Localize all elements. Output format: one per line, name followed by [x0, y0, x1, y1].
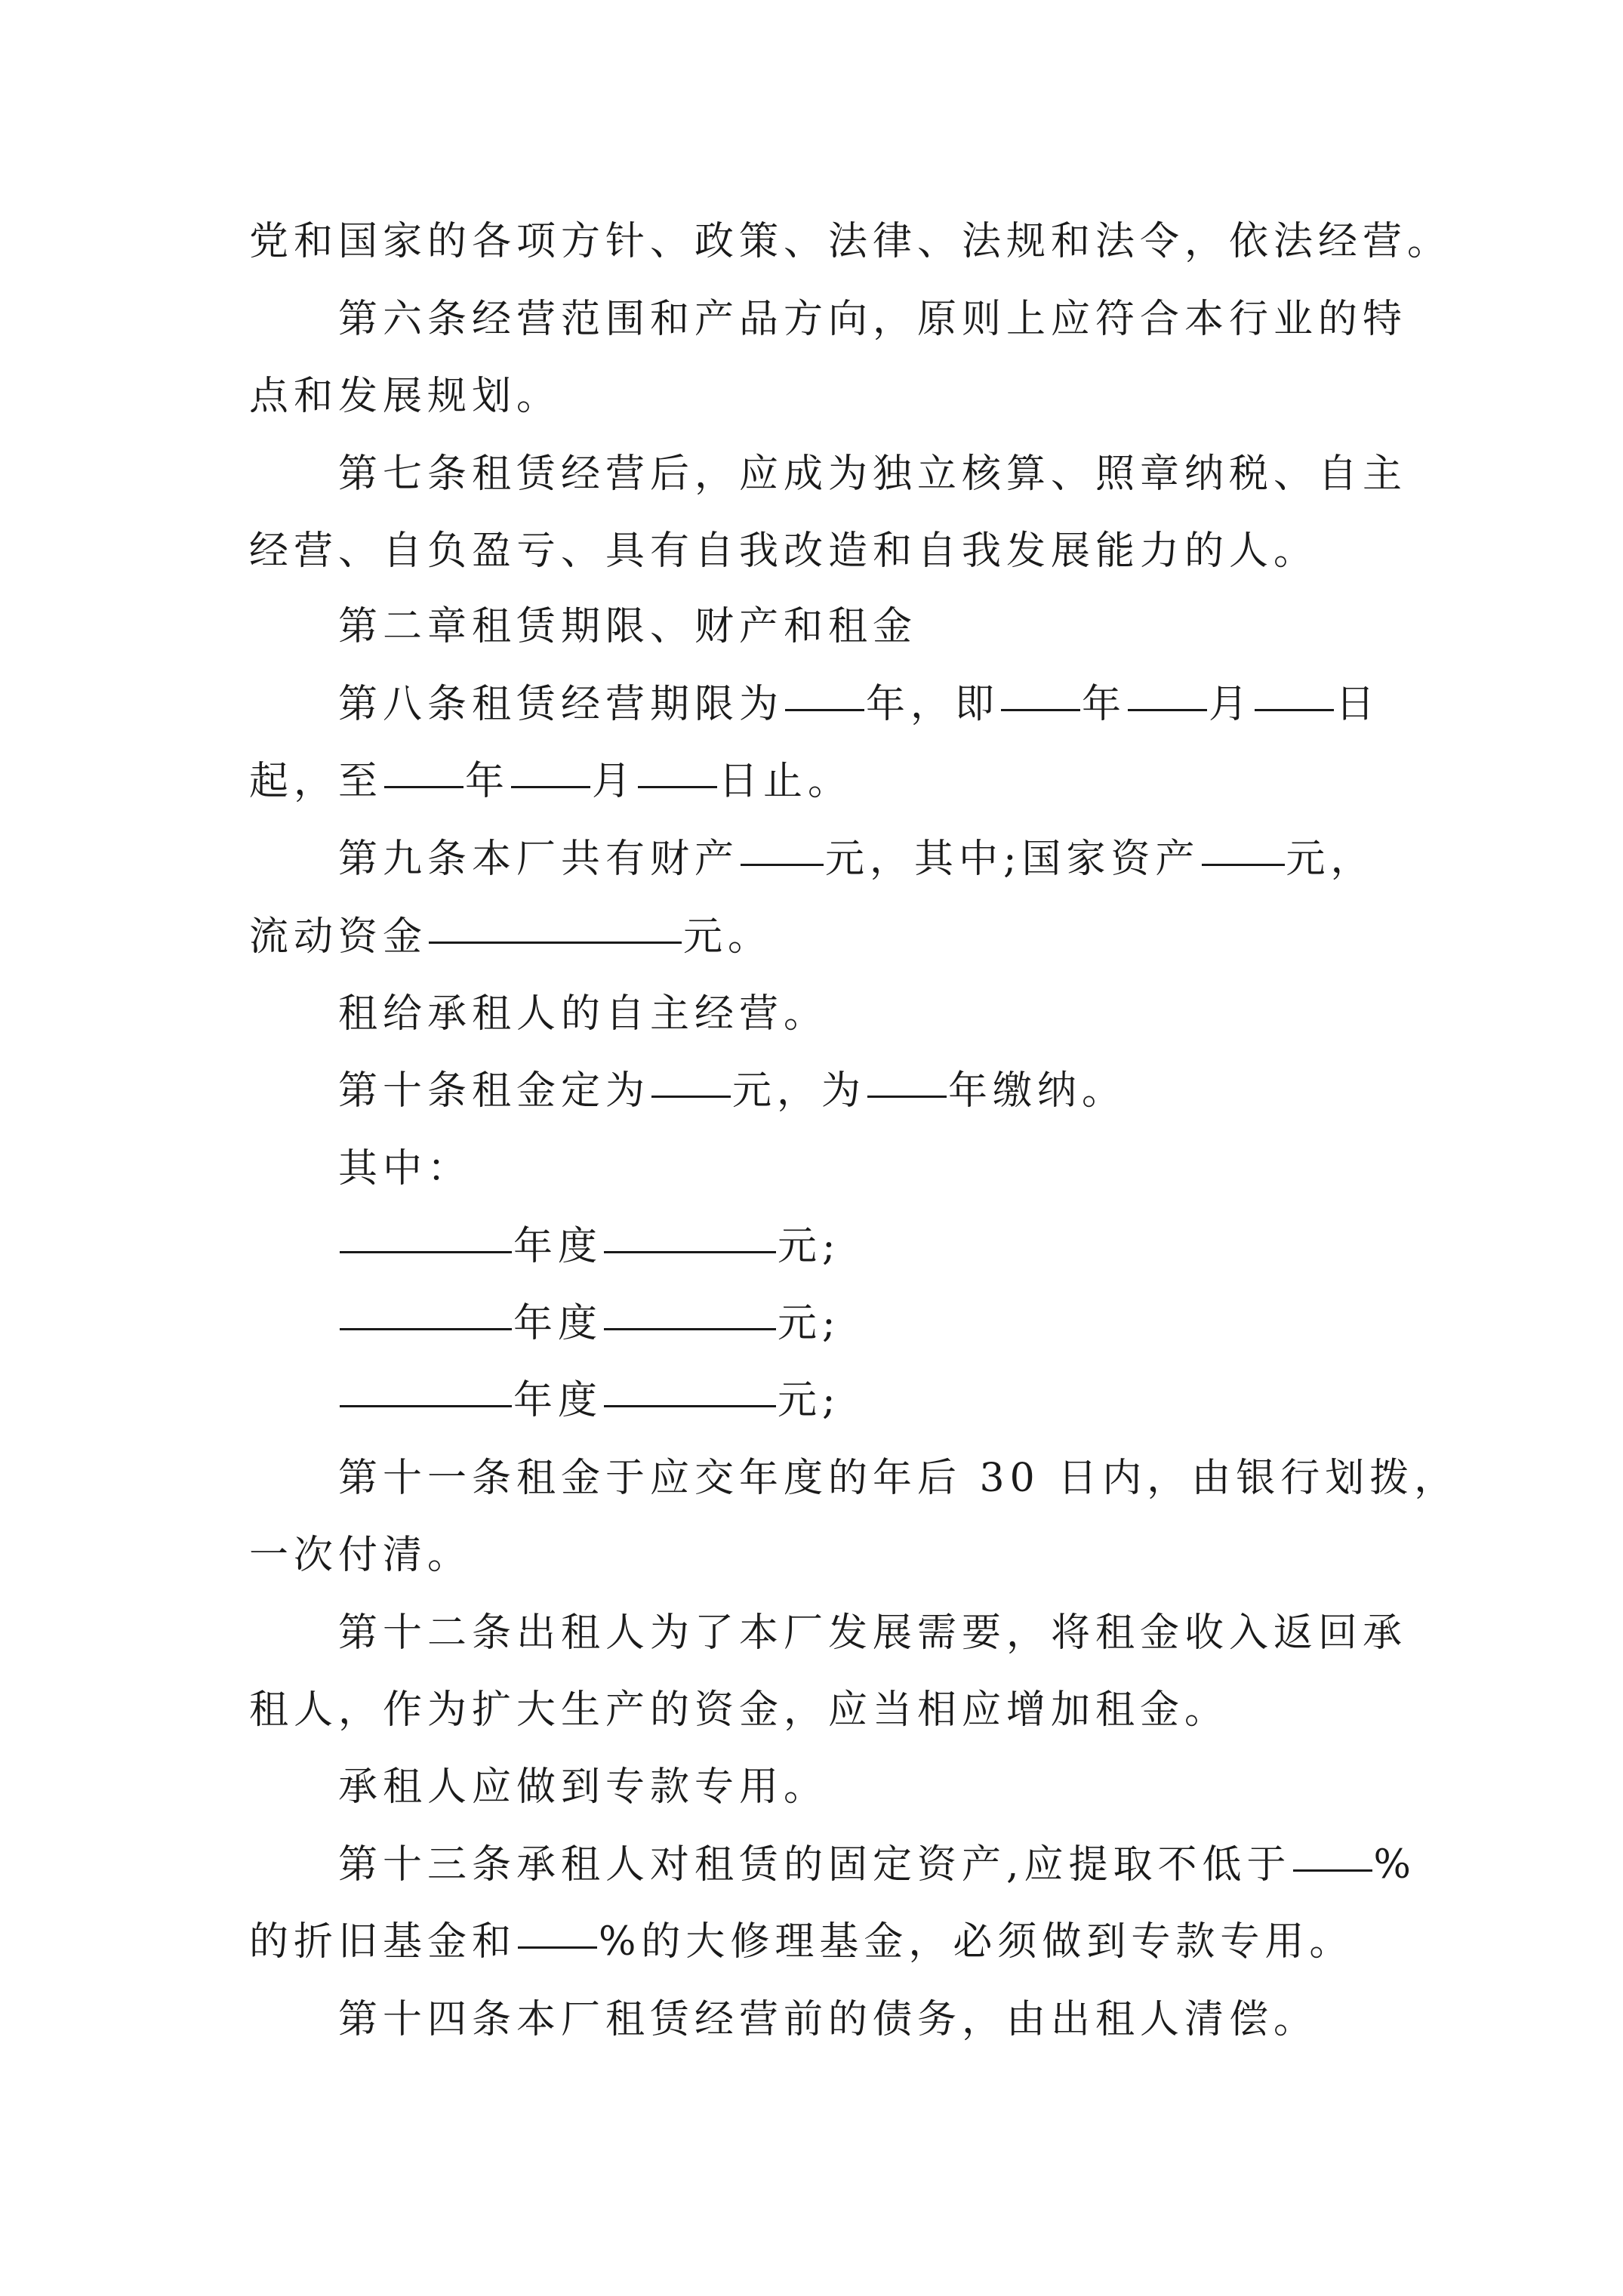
line-text: 第九条本厂共有财产 [338, 837, 740, 882]
article-7-line [338, 440, 1407, 508]
rent-year-line [338, 1367, 841, 1435]
line-text: 月 [1209, 682, 1254, 727]
fill-blank [604, 1328, 776, 1330]
article-9-line [338, 825, 1375, 893]
line-text: 第十条租金定为 [338, 1068, 651, 1114]
line-text: 的折旧基金和 [249, 1919, 517, 1965]
paragraph-line [249, 1676, 1229, 1744]
rent-year-line [338, 1290, 841, 1358]
line-text: %的大修理基金，必须做到专款专用。 [599, 1919, 1354, 1965]
article-13-line [338, 1831, 1416, 1899]
line-text: 年度 [513, 1301, 603, 1346]
line-text: 第十三条承租人对租赁的固定资产,应提取不低于 [338, 1842, 1292, 1888]
line-text: 元，其中;国家资产 [825, 837, 1200, 882]
line-text: 党和国家的各项方针、政策、法律、法规和法令，依法经营。 [249, 219, 1452, 264]
line-text: 元。 [683, 914, 773, 960]
paragraph-line [249, 1908, 1354, 1976]
fill-blank [340, 1405, 512, 1407]
fill-blank [785, 709, 864, 711]
fill-blank [867, 1096, 947, 1098]
line-text: 第八条租赁经营期限为 [338, 682, 784, 727]
line-text: 第七条租赁经营后，应成为独立核算、照章纳税、自主 [338, 451, 1408, 497]
fill-blank [741, 864, 824, 866]
line-text: 经营、自负盈亏、具有自我改造和自我发展能力的人。 [249, 529, 1319, 574]
line-text: 年，即 [866, 682, 1000, 727]
line-text: 一次付清。 [249, 1533, 473, 1578]
line-text: 年 [465, 759, 510, 804]
line-text: 租给承租人的自主经营。 [338, 991, 829, 1037]
line-text: 元， [1286, 837, 1375, 882]
fill-blank [340, 1328, 512, 1330]
line-text: 年度 [513, 1378, 603, 1423]
paragraph-line [249, 362, 561, 430]
paragraph-line [249, 517, 1318, 585]
line-text: 元; [778, 1224, 841, 1269]
chapter-2-heading [338, 593, 917, 661]
paragraph-line [338, 980, 828, 1048]
fill-blank [651, 1096, 731, 1098]
line-text: 年缴纳。 [948, 1068, 1127, 1114]
fill-blank [1255, 709, 1334, 711]
article-12-line [338, 1599, 1407, 1667]
fill-blank [340, 1251, 512, 1253]
article-6-line [338, 285, 1407, 353]
paragraph-line [249, 1521, 472, 1589]
fill-blank [511, 786, 590, 788]
article-11-line [338, 1444, 1458, 1512]
fill-blank [518, 1946, 597, 1949]
line-text: 第十四条本厂租赁经营前的债务，由出租人清偿。 [338, 1997, 1319, 2042]
line-text: 日 [1335, 682, 1381, 727]
fill-blank [638, 786, 717, 788]
paragraph-line [249, 208, 1452, 276]
line-text: 第十一条租金于应交年度的年后 30 日内，由银行划拨， [338, 1456, 1459, 1501]
paragraph-line [249, 903, 772, 971]
line-text: 第二章租赁期限、财产和租金 [338, 604, 918, 649]
line-text: 第十二条出租人为了本厂发展需要，将租金收入返回承 [338, 1610, 1408, 1656]
fill-blank [429, 942, 682, 944]
fill-blank [604, 1251, 776, 1253]
fill-blank [1128, 709, 1207, 711]
fill-blank [1202, 864, 1285, 866]
article-10-line [338, 1057, 1126, 1125]
line-text: % [1373, 1842, 1416, 1888]
line-text: 租人，作为扩大生产的资金，应当相应增加租金。 [249, 1687, 1230, 1733]
line-text: 其中： [338, 1146, 473, 1191]
fill-blank [604, 1405, 776, 1407]
fill-blank [384, 786, 463, 788]
line-text: 点和发展规划。 [249, 374, 562, 419]
line-text: 元; [778, 1378, 841, 1423]
line-text: 日止。 [719, 759, 853, 804]
line-text: 承租人应做到专款专用。 [338, 1764, 829, 1810]
line-text: 第六条经营范围和产品方向，原则上应符合本行业的特 [338, 297, 1408, 342]
article-14-line [338, 1986, 1318, 2054]
line-text: 元，为 [732, 1068, 867, 1114]
line-text: 月 [592, 759, 637, 804]
article-8-line [338, 670, 1380, 738]
line-text: 元; [778, 1301, 841, 1346]
paragraph-line [249, 747, 852, 815]
fill-blank [1001, 709, 1080, 711]
paragraph-line [338, 1135, 472, 1203]
line-text: 年 [1082, 682, 1127, 727]
rent-year-line [338, 1213, 841, 1281]
paragraph-line [338, 1753, 828, 1821]
fill-blank [1293, 1869, 1372, 1872]
line-text: 起，至 [249, 759, 383, 804]
line-text: 年度 [513, 1224, 603, 1269]
line-text: 流动资金 [249, 914, 428, 960]
